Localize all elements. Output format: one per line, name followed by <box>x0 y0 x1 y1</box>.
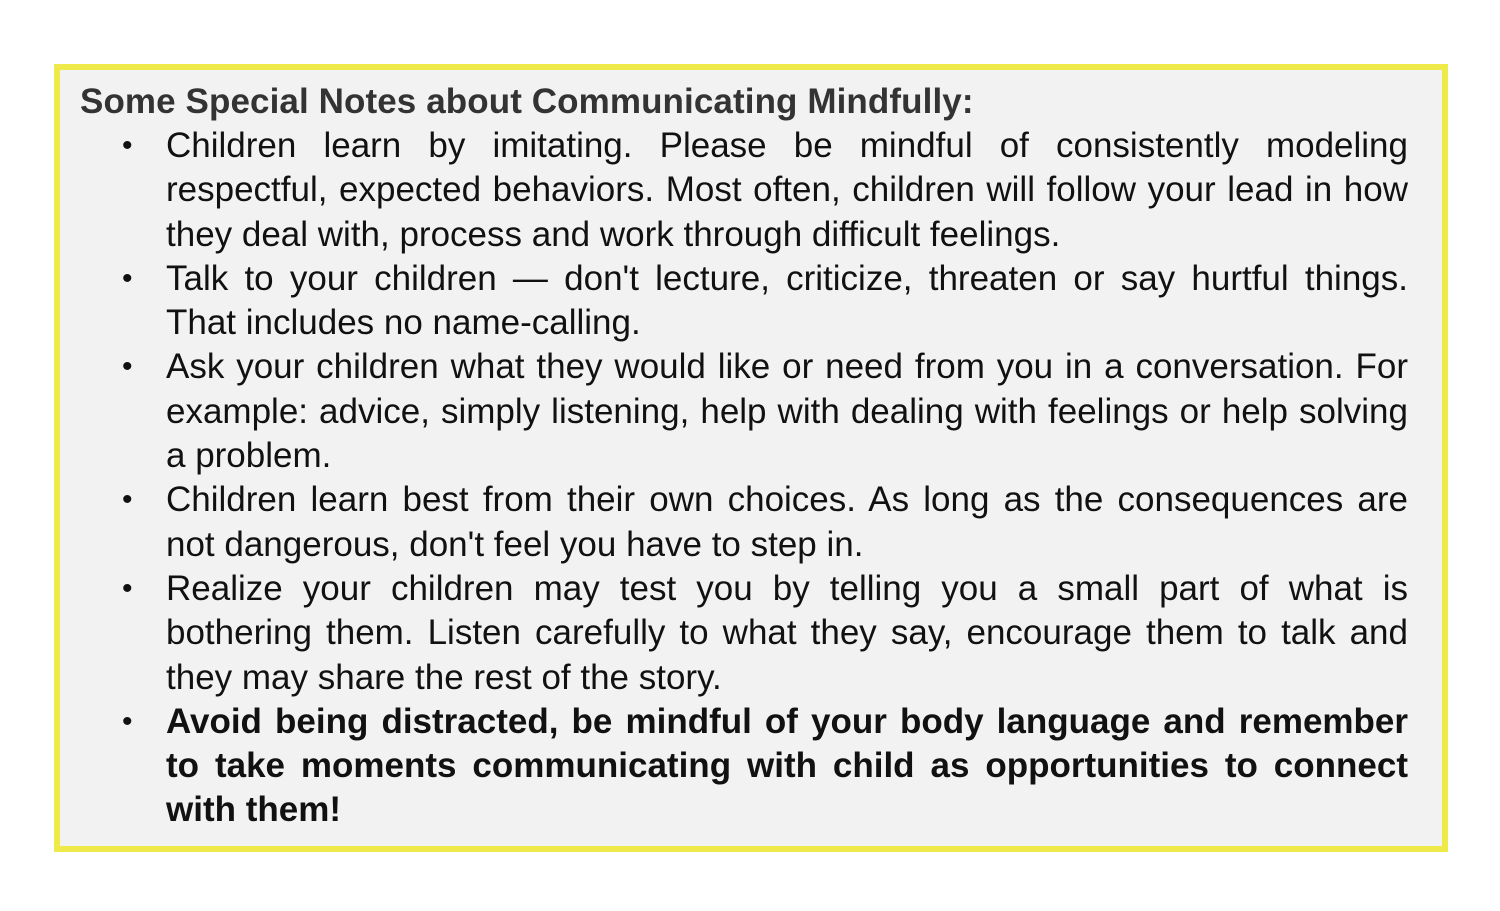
bullet-icon: • <box>122 704 133 738</box>
bullet-icon: • <box>122 571 133 605</box>
note-text-1: Children learn by imitating. Please be mindful of consistently modeling respectful, expected behaviors. Most often, children will follow your lead in how they deal with, process and work through difficult feelings. <box>166 126 1408 254</box>
note-text-3: Ask your children what they would like or need from you in a conversation. For example: advice, simply listening, help with dealing with feelings or help solving a problem. <box>166 347 1408 476</box>
notes-title: Some Special Notes about Communicating Mindfully: <box>80 82 974 121</box>
bullet-icon: • <box>122 483 133 517</box>
bullet-icon: • <box>122 261 133 295</box>
note-item-2 <box>80 257 1408 346</box>
note-item-4 <box>80 478 1408 567</box>
note-text-5: Realize your children may test you by telling you a small part of what is bothering them. Listen carefully to what they say, encourage them to talk and they may share the rest of the story. <box>166 568 1408 697</box>
notes-list <box>80 124 1408 833</box>
notes-box <box>54 64 1448 852</box>
bullet-icon: • <box>122 350 133 384</box>
note-text-6: Avoid being distracted, be mindful of your body language and remember to take moments communicating with child as opportunities to connect with them! <box>166 701 1408 830</box>
note-item-5 <box>80 567 1408 700</box>
bullet-icon: • <box>122 129 133 162</box>
note-item-3 <box>80 345 1408 478</box>
note-text-4: Children learn best from their own choices. As long as the consequences are not dangerous, don't feel you have to step in. <box>166 480 1408 564</box>
note-item-1 <box>80 124 1408 257</box>
note-text-2: Talk to your children — don't lecture, criticize, threaten or say hurtful things. That includes no name-calling. <box>166 258 1408 343</box>
note-item-6 <box>80 700 1408 833</box>
